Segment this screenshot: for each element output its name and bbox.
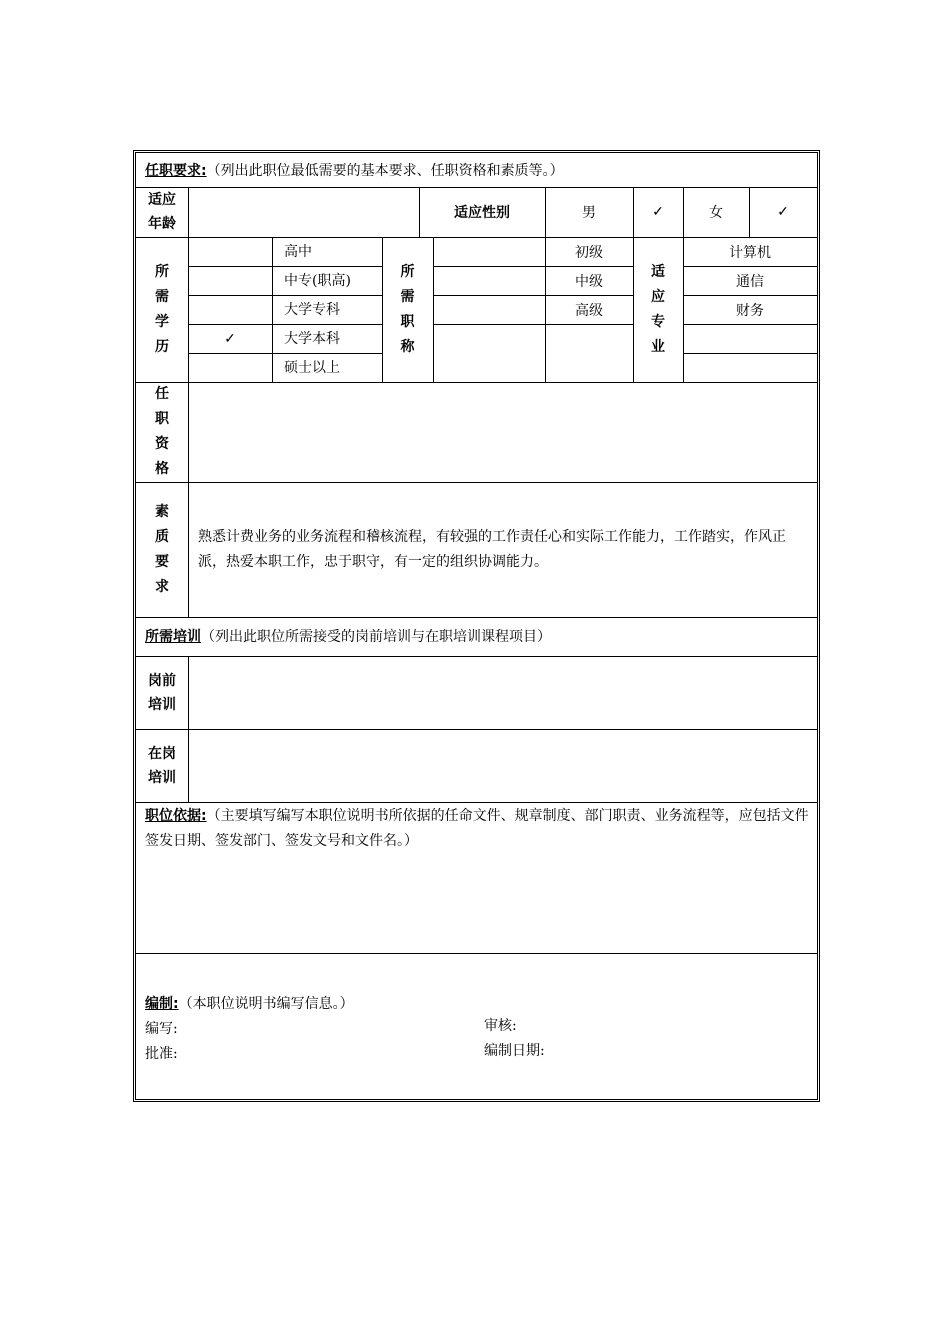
major-label-char: 应 [651,288,665,305]
compile-title: 编制: [145,996,179,1012]
basis-note: （主要填写编写本职位说明书所依据的任命文件、规章制度、部门职责、业务流程等，应包括文件签发日期、签发部门、签发文号和文件名。） [145,808,809,849]
title-label-char: 需 [400,288,415,305]
education-option[interactable]: 高中 [284,244,312,260]
on-job-label-line2: 培训 [148,769,176,786]
compile-header [145,997,354,1011]
quality-label-char: 求 [155,578,169,595]
job-requirements-form [133,150,820,1102]
age-label [136,187,188,237]
writer-label: 编写: [145,1021,178,1037]
on-job-label-line1: 在岗 [148,745,176,762]
title-option[interactable]: 高级 [575,302,603,319]
education-option[interactable]: 大学专科 [284,302,340,318]
pre-job-training-label [136,656,188,729]
age-label-line2: 年龄 [148,216,176,232]
education-check[interactable]: ✓ [224,330,236,347]
qualification-label-char: 职 [155,411,169,427]
gender-male-check[interactable]: ✓ [652,204,664,220]
age-label-line1: 适应 [148,192,176,208]
education-option[interactable]: 硕士以上 [284,360,340,376]
qualification-label [136,382,188,482]
education-label-char: 需 [155,288,169,305]
basis-title: 职位依据: [145,808,207,824]
title-label-char: 所 [400,263,415,280]
title-label-char: 职 [400,313,415,330]
major-option[interactable]: 通信 [736,273,764,290]
age-value-field[interactable] [188,187,419,237]
qualification-label-char: 资 [155,436,169,452]
education-label [136,237,188,382]
gender-male-label: 男 [582,205,596,221]
compile-note: （本职位说明书编写信息。） [178,996,354,1012]
major-option[interactable]: 财务 [736,302,764,319]
major-label [633,237,683,382]
quality-label-char: 素 [155,503,169,520]
quality-label [136,482,188,617]
reviewer-label: 审核: [484,1018,517,1034]
pre-job-training-field[interactable] [188,656,817,729]
requirements-header [145,164,564,178]
compile-date-label: 编制日期: [484,1043,545,1059]
qualification-label-char: 格 [155,461,169,477]
education-option[interactable]: 大学本科 [284,331,340,347]
education-label-char: 所 [155,263,169,280]
professional-title-label [382,237,433,382]
quality-label-char: 要 [155,553,169,570]
education-option[interactable]: 中专(职高) [284,273,351,289]
gender-female-label: 女 [709,205,723,221]
qualification-field[interactable] [188,382,817,482]
major-label-char: 业 [651,338,665,355]
training-title: 所需培训 [145,629,201,645]
major-option[interactable]: 计算机 [729,244,771,261]
title-option[interactable]: 中级 [575,273,603,290]
on-job-training-label [136,729,188,802]
major-label-char: 适 [651,263,665,280]
education-label-char: 学 [155,313,169,330]
quality-text: 熟悉计费业务的业务流程和稽核流程，有较强的工作责任心和实际工作能力，工作踏实，作风正派，热爱本职工作，忠于职守，有一定的组织协调能力。 [198,529,786,570]
requirements-title: 任职要求: [145,163,207,179]
gender-label: 适应性别 [454,205,510,221]
on-job-training-field[interactable] [188,729,817,802]
education-label-char: 历 [155,338,169,355]
pre-job-label-line2: 培训 [148,696,176,713]
title-label-char: 称 [400,338,415,355]
approver-label: 批准: [145,1046,178,1062]
qualification-label-char: 任 [155,386,169,402]
requirements-note: （列出此职位最低需要的基本要求、任职资格和素质等。） [206,163,564,179]
pre-job-label-line1: 岗前 [148,672,176,689]
training-header [145,630,551,644]
gender-female-check[interactable]: ✓ [777,204,789,220]
title-option[interactable]: 初级 [575,244,603,261]
training-note: （列出此职位所需接受的岗前培训与在职培训课程项目） [201,629,551,645]
major-label-char: 专 [651,313,665,330]
quality-label-char: 质 [155,528,169,545]
basis-section [145,804,813,854]
